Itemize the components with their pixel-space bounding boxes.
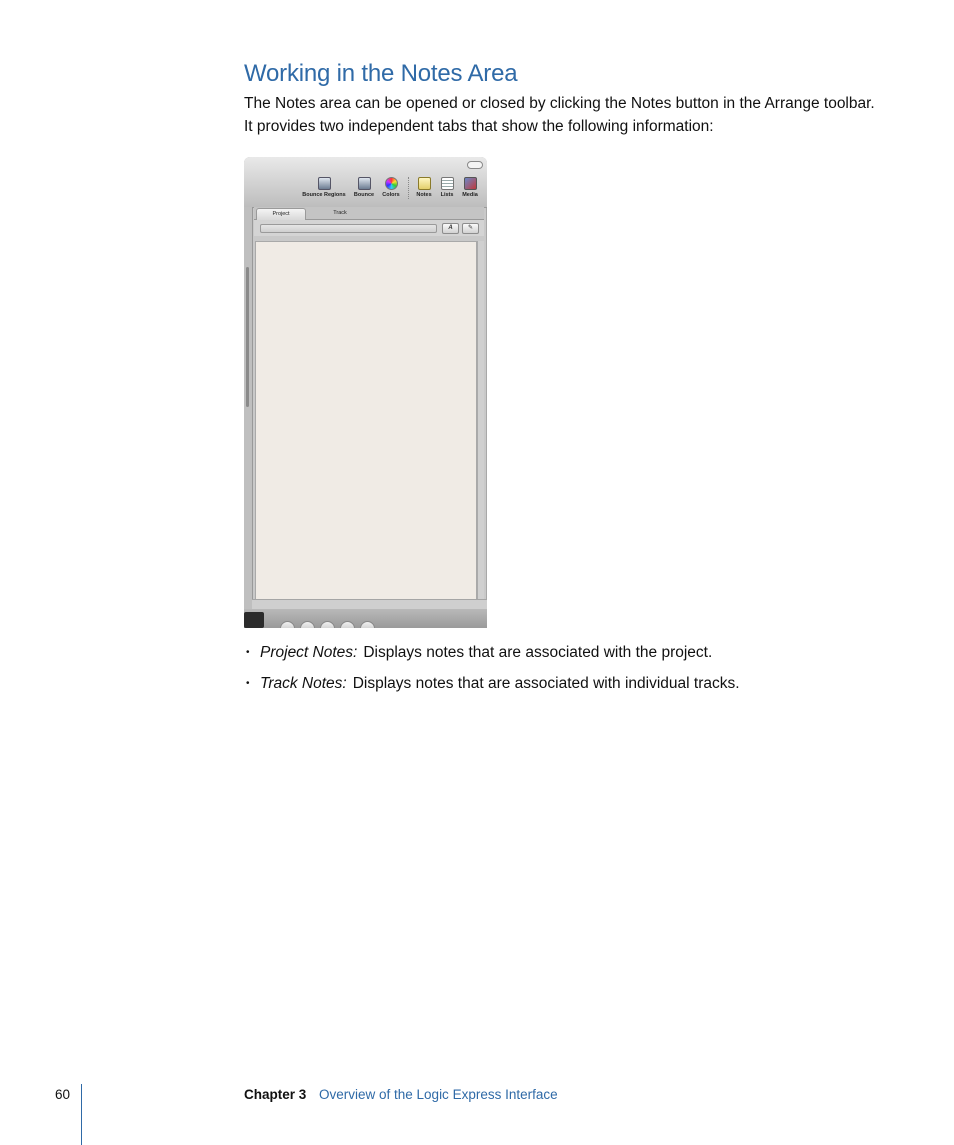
bullet-text: Displays notes that are associated with the project. bbox=[363, 644, 713, 661]
lists-button[interactable] bbox=[436, 177, 458, 198]
font-button[interactable]: A bbox=[442, 223, 459, 234]
stop-button[interactable] bbox=[340, 621, 355, 628]
go-to-beginning-button[interactable] bbox=[280, 621, 295, 628]
rewind-button[interactable] bbox=[300, 621, 315, 628]
bounce-icon bbox=[358, 177, 371, 190]
toolbar-separator bbox=[408, 177, 410, 199]
media-button[interactable] bbox=[458, 177, 482, 198]
toolbar-toggle-button[interactable] bbox=[467, 161, 483, 169]
tab-track[interactable]: Track bbox=[333, 210, 347, 216]
notes-tabs-list bbox=[244, 642, 884, 704]
notes-tabbar bbox=[254, 207, 484, 220]
bounce-button[interactable] bbox=[350, 177, 378, 198]
media-icon bbox=[464, 177, 477, 190]
fast-forward-button[interactable] bbox=[320, 621, 335, 628]
play-button[interactable] bbox=[360, 621, 375, 628]
section-heading: Working in the Notes Area bbox=[244, 60, 518, 87]
page-number: 60 bbox=[55, 1087, 71, 1102]
colors-button[interactable] bbox=[378, 177, 404, 198]
lists-label: Lists bbox=[440, 192, 454, 198]
notes-scrollbar[interactable] bbox=[477, 241, 484, 600]
list-item bbox=[244, 642, 884, 673]
arrange-scrollbar-thumb[interactable] bbox=[246, 267, 249, 407]
footer-chapter: Chapter 3 bbox=[244, 1087, 307, 1102]
bullet-text: Displays notes that are associated with individual tracks. bbox=[352, 675, 740, 692]
notes-font-field[interactable] bbox=[260, 224, 437, 233]
notes-format-bar bbox=[254, 220, 484, 236]
transport-display bbox=[244, 612, 264, 628]
lists-icon bbox=[441, 177, 454, 190]
bullet-term: Track Notes: bbox=[260, 675, 347, 692]
arrange-area-edge bbox=[244, 207, 253, 628]
arrange-toolbar bbox=[244, 157, 487, 208]
bounce-regions-button[interactable] bbox=[298, 177, 350, 198]
footer-chapter-title: Overview of the Logic Express Interface bbox=[319, 1087, 558, 1102]
intro-paragraph: The Notes area can be opened or closed by clicking the Notes button in the Arrange toolbar. It provides two independent tabs that show the following information: bbox=[244, 95, 875, 135]
footer-rule bbox=[81, 1084, 82, 1145]
colors-icon bbox=[385, 177, 398, 190]
bounce-regions-label: Bounce Regions bbox=[302, 192, 346, 198]
notes-text-area[interactable] bbox=[255, 241, 477, 600]
notes-label: Notes bbox=[416, 192, 432, 198]
list-item bbox=[244, 673, 884, 704]
tab-project[interactable]: Project bbox=[256, 208, 306, 220]
transport-bar bbox=[244, 609, 487, 628]
notes-icon bbox=[418, 177, 431, 190]
edit-pencil-button[interactable]: ✎ bbox=[462, 223, 479, 234]
bounce-regions-icon bbox=[318, 177, 331, 190]
media-label: Media bbox=[462, 192, 478, 198]
bounce-label: Bounce bbox=[353, 192, 375, 198]
notes-button[interactable] bbox=[412, 177, 436, 198]
colors-label: Colors bbox=[382, 192, 400, 198]
bullet-term: Project Notes: bbox=[260, 644, 358, 661]
notes-area-screenshot bbox=[244, 157, 487, 628]
